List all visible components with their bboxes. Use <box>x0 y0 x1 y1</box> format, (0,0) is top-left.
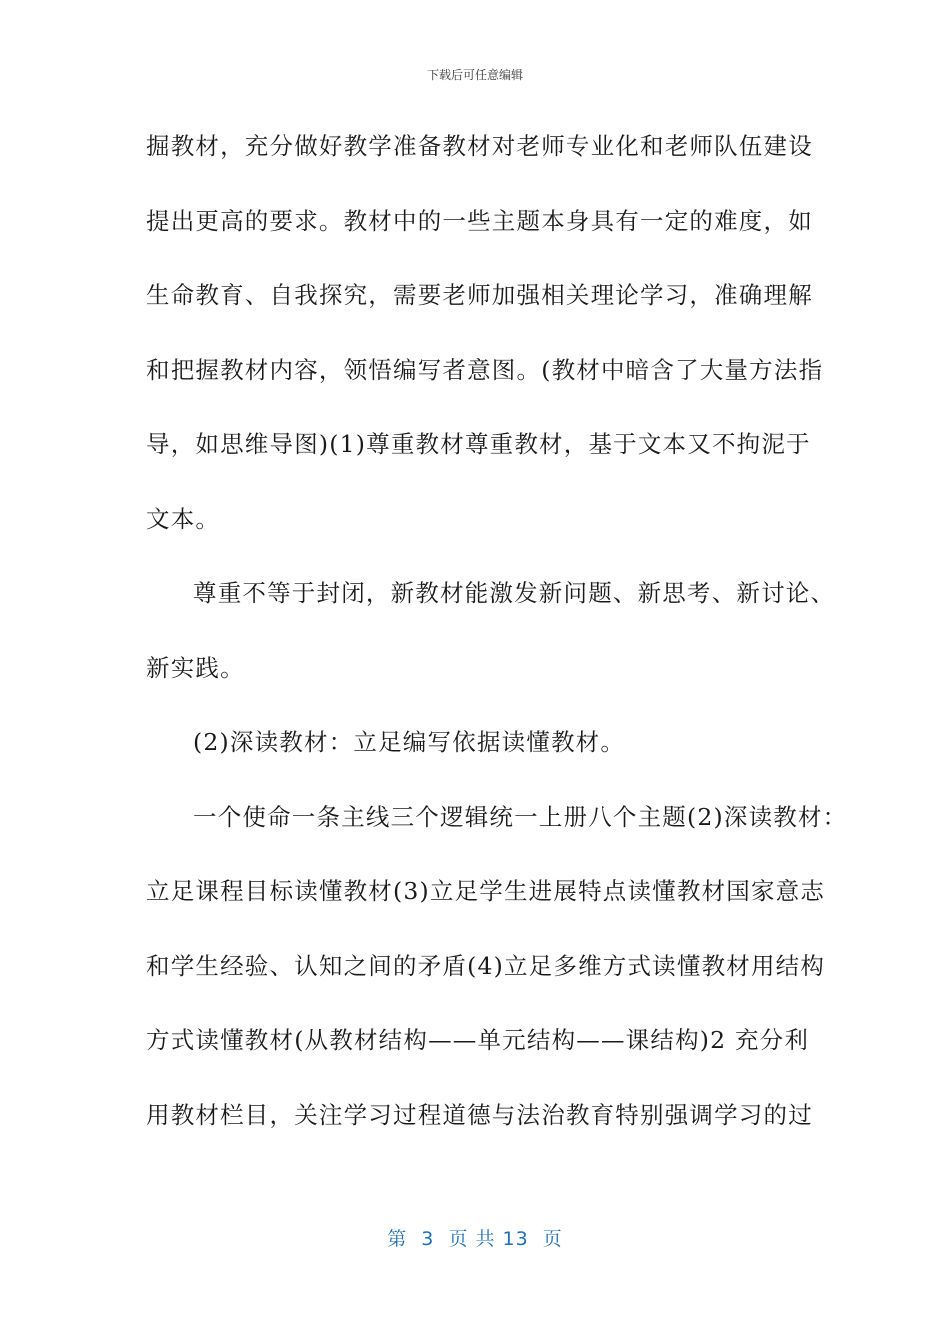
text-line: 和学生经验、认知之间的矛盾(4)立足多维方式读懂教材用结构 <box>146 951 826 980</box>
text-line: (2)深读教材：立足编写依据读懂教材。 <box>193 728 626 756</box>
text-line: 导，如思维导图)(1)尊重教材尊重教材，基于文本又不拘泥于 <box>146 430 811 458</box>
text-line: 用教材栏目，关注学习过程道德与法治教育特别强调学习的过 <box>146 1100 813 1129</box>
page-header-note: 下载后可任意编辑 <box>426 68 523 82</box>
text-line: 新实践。 <box>146 653 245 682</box>
document-body <box>146 122 848 1165</box>
page-number-footer: 第 3 页 共 13 页 <box>387 1228 563 1250</box>
text-line: 一个使命一条主线三个逻辑统一上册八个主题(2)深读教材： <box>193 802 848 831</box>
text-line: 和把握教材内容，领悟编写者意图。(教材中暗含了大量方法指 <box>146 355 824 384</box>
text-line: 提出更高的要求。教材中的一些主题本身具有一定的难度，如 <box>146 206 813 235</box>
text-line: 掘教材，充分做好教学准备教材对老师专业化和老师队伍建设 <box>146 132 813 160</box>
text-line: 尊重不等于封闭，新教材能激发新问题、新思考、新讨论、 <box>193 579 836 607</box>
text-line: 文本。 <box>146 504 221 533</box>
text-line: 生命教育、自我探究，需要老师加强相关理论学习，准确理解 <box>146 281 813 309</box>
text-line: 立足课程目标读懂教材(3)立足学生进展特点读懂教材国家意志 <box>146 877 826 905</box>
text-line: 方式读懂教材(从教材结构——单元结构——课结构)2 充分利 <box>146 1026 810 1054</box>
